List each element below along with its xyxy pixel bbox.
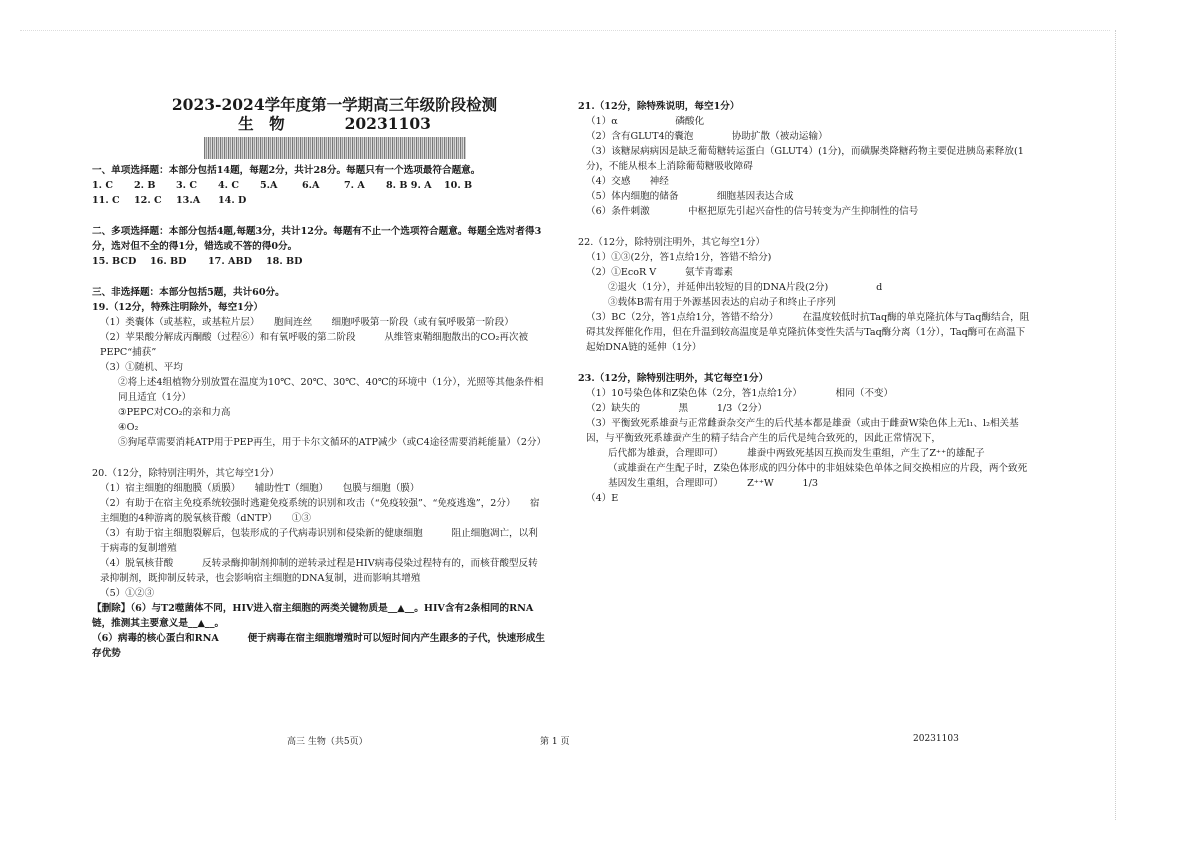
subject-label: 生 物 [238, 114, 285, 133]
answer-item: 7. A [344, 180, 365, 191]
answer-item: 11. C [92, 195, 120, 206]
q23-line: （4）E [586, 493, 619, 504]
exam-code: 20231103 [344, 114, 431, 133]
answer-item: 5.A [260, 180, 278, 191]
q21-line: （5）体内细胞的储备 细胞基因表达合成 [586, 191, 794, 202]
q21-heading: 21.（12分，除特殊说明，每空1分） [578, 101, 740, 112]
q19-line: ④O₂ [118, 422, 139, 433]
scan-edge-top [20, 30, 1110, 31]
q20-line: （6）病毒的核心蛋白和RNA 便于病毒在宿主细胞增殖时可以短时间内产生跟多的子代，快速形成生存优势 [92, 633, 545, 659]
q20-line: （2）有助于在宿主免疫系统较强时逃避免疫系统的识别和攻击（“免疫较强”、“免疫逃逸”，2分） 宿主细胞的4种游离的脱氧核苷酸（dNTP） ①③ [100, 498, 540, 524]
q20-line: （1）宿主细胞的细胞膜（质膜） 辅助性T（细胞） 包膜与细胞（膜） [100, 483, 420, 494]
q23-line: 后代都为雄蚕，合理即可） 雄蚕中两致死基因互换而发生重组，产生了Z⁺⁺的雄配子 [608, 448, 985, 459]
answer-item: 12. C [134, 195, 162, 206]
answer-item: 15. BCD [92, 256, 137, 267]
footer-pages: 高三 生物（共5页） [287, 737, 368, 747]
q20-line: （4）脱氧核苷酸 反转录酶抑制剂抑制的逆转录过程是HIV病毒侵染过程特有的，而核苷酸型反转录抑制剂，既抑制反转录，也会影响宿主细胞的DNA复制，进而影响其增殖 [100, 558, 538, 584]
q21-line: （3）该糖尿病病因是缺乏葡萄糖转运蛋白（GLUT4）(1分)，而磺脲类降糖药物主要促进胰岛素释放(1分)，不能从根本上消除葡萄糖吸收障碍 [586, 146, 1024, 172]
answer-item: 18. BD [266, 256, 303, 267]
q21-line: （6）条件刺激 中枢把原先引起兴奋性的信号转变为产生抑制性的信号 [586, 206, 919, 217]
answer-item: 1. C [92, 180, 113, 191]
q20-line: （3）有助于宿主细胞裂解后，包装形成的子代病毒识别和侵染新的健康细胞 阻止细胞凋亡，以利于病毒的复制增殖 [100, 528, 538, 554]
page-subtitle [122, 114, 547, 134]
q22-line: （1）①③(2分，答1点给1分，答错不给分) [586, 252, 772, 263]
q22-line: （2）①EcoR V 氨苄青霉素 [586, 267, 733, 278]
answer-item: 3. C [176, 180, 197, 191]
q19-line: （2）苹果酸分解成丙酮酸（过程⑥）和有氧呼吸的第二阶段 从维管束鞘细胞散出的CO₂再次被PEPC“捕获” [100, 332, 529, 358]
answer-item: 17. ABD [208, 256, 252, 267]
q21-line: （4）交感 神经 [586, 176, 669, 187]
section2-heading: 二、多项选择题：本部分包括4题,每题3分，共计12分。每题有不止一个选项符合题意。每题全选对者得3分，选对但不全的得1分，错选或不答的得0分。 [92, 226, 542, 252]
section1-answers-row1 [92, 178, 547, 193]
right-column [578, 99, 1033, 506]
q22-line: （3）BC（2分，答1点给1分，答错不给分） 在温度较低时抗Taq酶的单克隆抗体与Taq酶结合，阻碍其发挥催化作用，但在升温到较高温度是单克隆抗体变性失活与Taq酶分离（1分），Taq酶可在高温下起始DNA链的延伸（1分） [586, 312, 1030, 353]
scan-edge-right [1115, 30, 1116, 820]
answer-item: 13.A [176, 195, 201, 206]
q19-line: ⑤狗尾草需要消耗ATP用于PEP再生，用于卡尔文循环的ATP减少（或C4途径需要消耗能量）（2分） [118, 437, 547, 448]
barcode-image [204, 137, 466, 159]
section1-heading: 一、单项选择题：本部分包括14题，每题2分，共计28分。每题只有一个选项最符合题意。 [92, 165, 481, 176]
q21-line: （1）α 磷酸化 [586, 116, 705, 127]
q19-line: （1）类囊体（或基粒，或基粒片层） 胞间连丝 细胞呼吸第一阶段（或有氧呼吸第一阶段） [100, 317, 514, 328]
answer-item: 16. BD [150, 256, 187, 267]
q22-line: ②退火（1分），并延伸出较短的目的DNA片段(2分) d [608, 282, 883, 293]
section1-answers-row2 [92, 193, 547, 208]
q23-line: （3）平衡致死系雄蚕与正常雌蚕杂交产生的后代基本都是雄蚕（或由于雌蚕W染色体上无l₁、l₂相关基因，与平衡致死系雄蚕产生的精子结合产生的后代是纯合致死的，因此正常情况下， [586, 418, 1019, 444]
q19-line: ②将上述4组植物分别放置在温度为10℃、20℃、30℃、40℃的环境中（1分），光照等其他条件相同且适宜（1分） [118, 377, 544, 403]
q19-heading: 19.（12分，特殊注明除外，每空1分） [92, 302, 264, 313]
q20-line: （5）①②③ [100, 588, 155, 599]
footer-page-number: 第 1 页 [540, 737, 570, 747]
q23-heading: 23.（12分，除特别注明外，其它每空1分） [578, 373, 769, 384]
q19-line: （3）①随机、平均 [100, 362, 183, 373]
answer-item: 2. B [134, 180, 156, 191]
answer-item: 14. D [218, 195, 247, 206]
page-title: 2023-2024学年度第一学期高三年级阶段检测 [171, 95, 498, 114]
q22-heading: 22.（12分，除特别注明外，其它每空1分） [578, 237, 766, 248]
q21-line: （2）含有GLUT4的囊泡 协助扩散（被动运输） [586, 131, 828, 142]
answer-item: 4. C [218, 180, 239, 191]
q20-deleted-note: 【删除】（6）与T2噬菌体不同，HIV进入宿主细胞的两类关键物质是__▲__。HIV含有2条相同的RNA链，推测其主要意义是__▲__。 [92, 603, 534, 629]
answer-item: 6.A [302, 180, 320, 191]
q23-line: （1）10号染色体和Z染色体（2分，答1点给1分） 相同（不变） [586, 388, 894, 399]
footer-code: 20231103 [913, 734, 959, 744]
q19-line: ③PEPC对CO₂的亲和力高 [118, 407, 231, 418]
q22-line: ③载体B需有用于外源基因表达的启动子和终止子序列 [608, 297, 836, 308]
section3-heading: 三、非选择题：本部分包括5题，共计60分。 [92, 287, 285, 298]
q23-line: （或雄蚕在产生配子时，Z染色体形成的四分体中的非姐妹染色单体之间交换相应的片段，两个致死基因发生重组，合理即可） Z⁺⁺W 1/3 [608, 463, 1028, 489]
q23-line: （2）缺失的 黑 1/3（2分） [586, 403, 768, 414]
answer-item: 10. B [444, 180, 473, 191]
section2-answers [92, 254, 547, 269]
answer-item: 8. B 9. A [386, 180, 432, 191]
left-column [92, 96, 547, 661]
q20-heading: 20.（12分，除特别注明外，其它每空1分） [92, 468, 280, 479]
